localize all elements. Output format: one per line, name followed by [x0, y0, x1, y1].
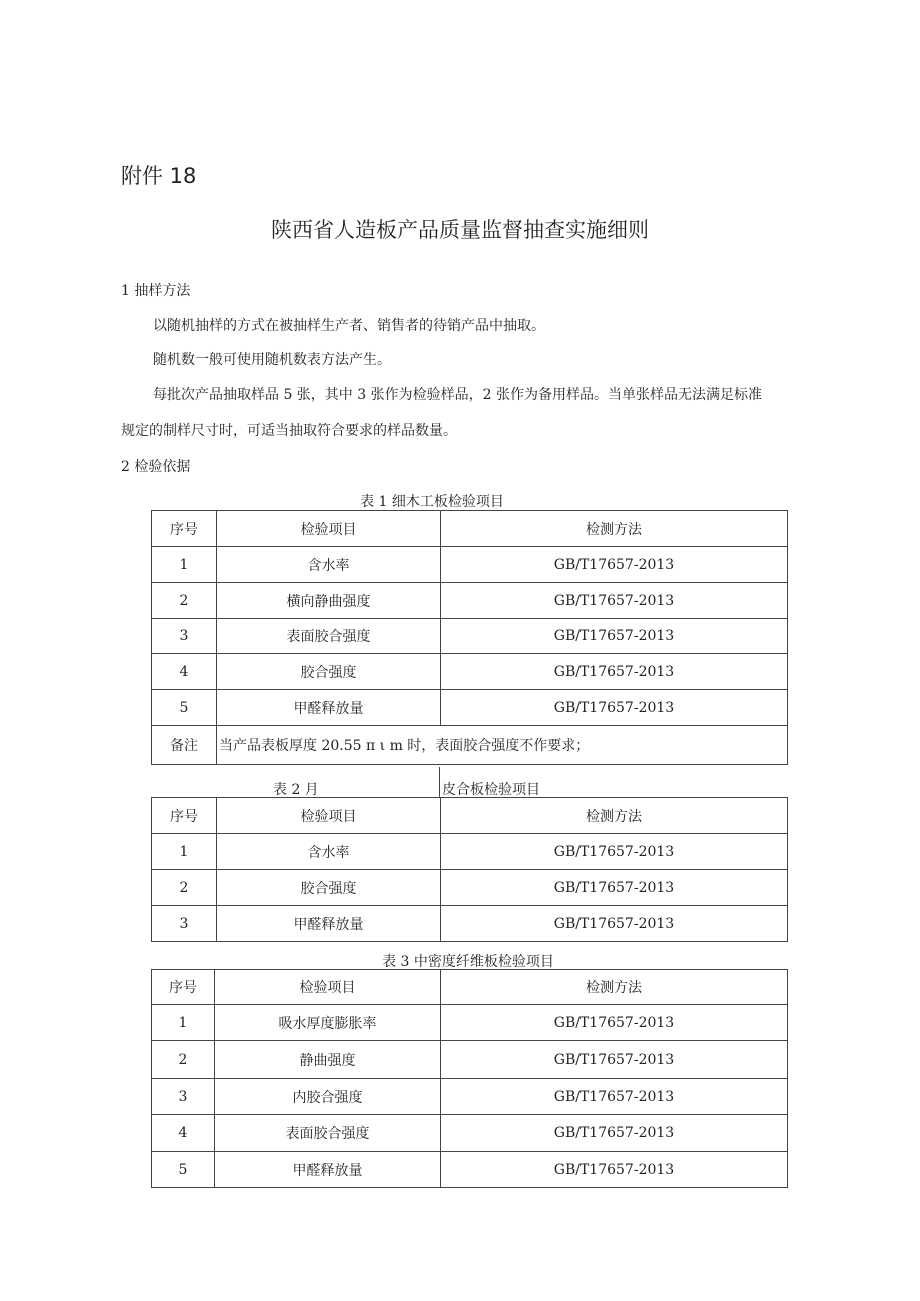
- table-row: [152, 870, 788, 906]
- cell-item: 甲醛释放量: [217, 906, 441, 942]
- cell-method: GB/T17657-2013: [441, 619, 788, 654]
- cell-index: 2: [152, 1041, 215, 1079]
- cell-index: 5: [152, 690, 217, 726]
- note-label: 备注: [152, 726, 217, 765]
- cell-method: GB/T17657-2013: [441, 1152, 788, 1188]
- paragraph-1: 以随机抽样的方式在被抽样生产者、销售者的待销产品中抽取。: [153, 318, 545, 334]
- cell-item: 含水率: [217, 834, 441, 870]
- cell-method: GB/T17657-2013: [441, 834, 788, 870]
- table-row: [152, 690, 788, 726]
- cell-item: 甲醛释放量: [217, 690, 441, 726]
- paragraph-2: 随机数一般可使用随机数表方法产生。: [153, 352, 391, 368]
- cell-index: 3: [152, 906, 217, 942]
- table-row: [152, 906, 788, 942]
- cell-item: 胶合强度: [217, 870, 441, 906]
- cell-method: GB/T17657-2013: [441, 1005, 788, 1041]
- table-row: [152, 654, 788, 690]
- cell-index: 1: [152, 547, 217, 583]
- paragraph-3-line-1: 每批次产品抽取样品 5 张，其中 3 张作为检验样品，2 张作为备用样品。当单张样品无法满足标准: [153, 387, 762, 403]
- cell-method: GB/T17657-2013: [441, 1079, 788, 1115]
- cell-method: GB/T17657-2013: [441, 547, 788, 583]
- table-note-row: [152, 726, 788, 765]
- table-header-row: [152, 970, 788, 1005]
- annex-label: 附件 18: [121, 164, 197, 188]
- header-cell-index: 序号: [152, 511, 217, 547]
- cell-index: 2: [152, 870, 217, 906]
- table-row: [152, 1079, 788, 1115]
- cell-item: 表面胶合强度: [215, 1115, 441, 1152]
- table-row: [152, 1152, 788, 1188]
- header-cell-item: 检验项目: [217, 798, 441, 834]
- section-2-heading: 2 检验依据: [121, 459, 191, 475]
- cell-index: 4: [152, 1115, 215, 1152]
- table-row: [152, 1005, 788, 1041]
- table-row: [152, 547, 788, 583]
- table-row: [152, 1041, 788, 1079]
- cell-method: GB/T17657-2013: [441, 1041, 788, 1079]
- header-cell-index: 序号: [152, 798, 217, 834]
- cell-item: 甲醛释放量: [215, 1152, 441, 1188]
- table-row: [152, 583, 788, 619]
- cell-item: 含水率: [217, 547, 441, 583]
- column-divider-line: [439, 767, 440, 797]
- table-2-caption-right: 皮合板检验项目: [442, 782, 540, 798]
- header-cell-index: 序号: [152, 970, 215, 1005]
- table-2-caption-left: 表 2 月: [273, 782, 319, 798]
- table-1: [151, 510, 788, 765]
- header-cell-method: 检测方法: [441, 511, 788, 547]
- section-1-heading: 1 抽样方法: [121, 283, 191, 299]
- header-cell-method: 检测方法: [441, 970, 788, 1005]
- table-1-caption: 表 1 细木工板检验项目: [360, 494, 504, 510]
- cell-method: GB/T17657-2013: [441, 1115, 788, 1152]
- document-title: 陕西省人造板产品质量监督抽查实施细则: [271, 218, 649, 242]
- table-row: [152, 834, 788, 870]
- cell-method: GB/T17657-2013: [441, 906, 788, 942]
- cell-method: GB/T17657-2013: [441, 583, 788, 619]
- cell-method: GB/T17657-2013: [441, 690, 788, 726]
- table-3: [151, 969, 788, 1188]
- cell-method: GB/T17657-2013: [441, 870, 788, 906]
- cell-item: 横向静曲强度: [217, 583, 441, 619]
- cell-method: GB/T17657-2013: [441, 654, 788, 690]
- cell-index: 3: [152, 1079, 215, 1115]
- header-cell-item: 检验项目: [217, 511, 441, 547]
- cell-index: 5: [152, 1152, 215, 1188]
- table-row: [152, 1115, 788, 1152]
- table-3-caption: 表 3 中密度纤维板检验项目: [382, 954, 554, 970]
- cell-index: 1: [152, 1005, 215, 1041]
- cell-index: 3: [152, 619, 217, 654]
- cell-item: 表面胶合强度: [217, 619, 441, 654]
- table-2: [151, 797, 788, 942]
- paragraph-3-line-2: 规定的制样尺寸时，可适当抽取符合要求的样品数量。: [121, 423, 457, 439]
- cell-index: 2: [152, 583, 217, 619]
- table-header-row: [152, 798, 788, 834]
- cell-item: 内胶合强度: [215, 1079, 441, 1115]
- header-cell-item: 检验项目: [215, 970, 441, 1005]
- table-row: [152, 619, 788, 654]
- cell-index: 4: [152, 654, 217, 690]
- cell-index: 1: [152, 834, 217, 870]
- cell-item: 吸水厚度膨胀率: [215, 1005, 441, 1041]
- cell-item: 胶合强度: [217, 654, 441, 690]
- note-text: 当产品表板厚度 20.55 π ι m 时，表面胶合强度不作要求；: [217, 726, 788, 765]
- cell-item: 静曲强度: [215, 1041, 441, 1079]
- table-header-row: [152, 511, 788, 547]
- header-cell-method: 检测方法: [441, 798, 788, 834]
